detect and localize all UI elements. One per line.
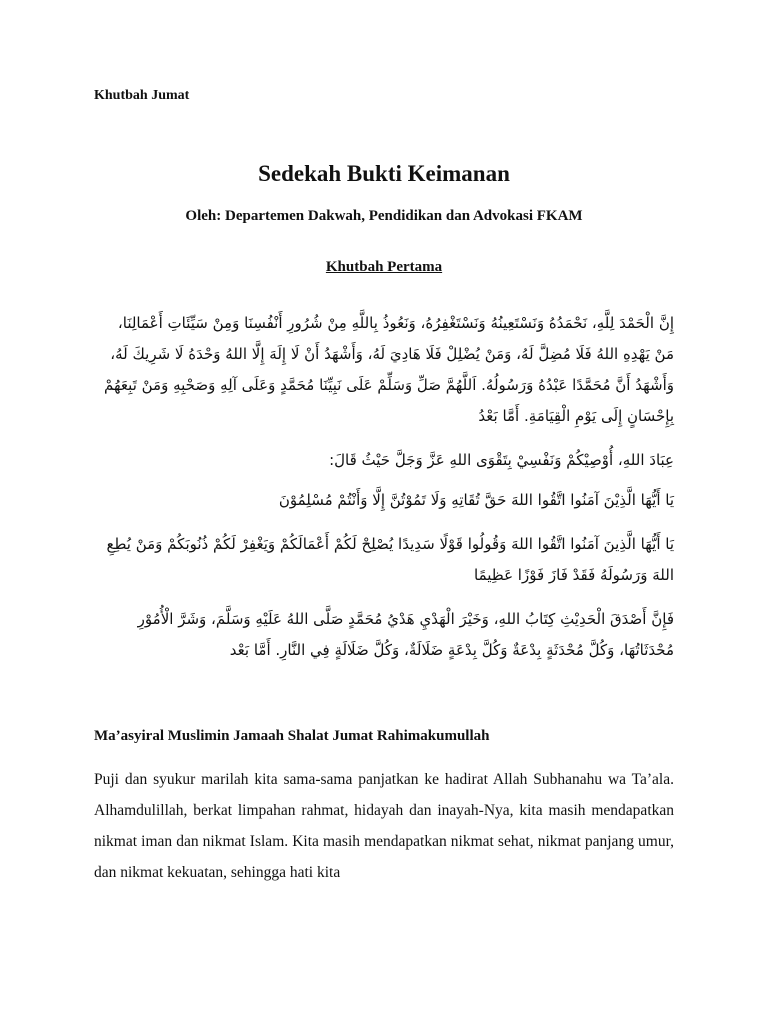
section-title: Khutbah Pertama <box>325 259 443 275</box>
document-title: Sedekah Bukti Keimanan <box>258 161 510 186</box>
arabic-ayat-1-text: يَا أَيُّهَا الَّذِيْنَ آمَنُوا اتَّقُوا اللهَ حَقَّ تُقَاتِهِ وَلَا تَمُوْتُنَّ إِلَّا وَأَنْتُمْ مُسْلِمُوْنَ <box>278 491 674 509</box>
arabic-ayat-2-text: يَا أَيُّهَا الَّذِينَ آمَنُوا اتَّقُوا اللهَ وَقُولُوا قَوْلًا سَدِيدًا يُصْلِحْ لَكُمْ أَعْمَالَكُمْ وَيَغْفِرْ لَكُمْ ذُنُوبَكُمْ وَمَنْ يُطِعِ اللهَ وَرَسُولَهُ فَقَدْ فَازَ فَوْزًا عَظِيمًا <box>106 535 674 584</box>
author-line: Oleh: Departemen Dakwah, Pendidikan dan Advokasi FKAM <box>185 208 583 224</box>
section-heading: Ma’asyiral Muslimin Jamaah Shalat Jumat Rahimakumullah <box>94 728 490 744</box>
arabic-wasiat-text: عِبَادَ اللهِ، أُوْصِيْكُمْ وَنَفْسِيْ بِتَقْوَى اللهِ عَزَّ وَجَلَّ حَيْثُ قَالَ: <box>329 451 674 469</box>
body-paragraph: Puji dan syukur marilah kita sama-sama panjatkan ke hadirat Allah Subhanahu wa Ta’ala. Alhamdulillah, berkat limpahan rahmat, hidayah dan inayah-Nya, kita masih mendapatkan nikmat iman dan nikmat Islam. Kita masih mendapatkan nikmat sehat, nikmat panjang umur, dan nikmat kekuatan, sehingga hati kita <box>94 771 674 881</box>
arabic-ayat-2 <box>94 529 674 591</box>
arabic-opening <box>94 308 674 432</box>
arabic-hadith-text: فَإِنَّ أَصْدَقَ الْحَدِيْثِ كِتَابُ اللهِ، وَخَيْرَ الْهَدْيِ هَدْيُ مُحَمَّدٍ صَلَّى اللهُ عَلَيْهِ وَسَلَّمَ، وَشَرَّ الْأُمُوْرِ مُحْدَثَاتُهَا، وَكُلَّ مُحْدَثَةٍ بِدْعَةٌ وَكُلَّ بِدْعَةٍ ضَلَالَةٌ، وَكُلَّ ضَلَالَةٍ فِي النَّارِ. أَمَّا بَعْد <box>137 610 674 659</box>
arabic-hadith <box>94 604 674 666</box>
document-header-label: Khutbah Jumat <box>94 88 190 103</box>
arabic-ayat-1 <box>94 485 674 516</box>
arabic-wasiat <box>94 445 674 476</box>
arabic-opening-text: إِنَّ الْحَمْدَ لِلَّهِ، نَحْمَدُهُ وَنَسْتَعِينُهُ وَنَسْتَغْفِرُهُ، وَنَعُوذُ بِاللَّهِ مِنْ شُرُورِ أَنْفُسِنَا وَمِنْ سَيِّئَاتِ أَعْمَالِنَا، مَنْ يَهْدِهِ اللهُ فَلَا مُضِلَّ لَهُ، وَمَنْ يُضْلِلْ فَلَا هَادِيَ لَهُ، وَأَشْهَدُ أَنْ لَا إِلَهَ إِلَّا اللهُ وَحْدَهُ لَا شَرِيكَ لَهُ، وَأَشْهَدُ أَنَّ مُحَمَّدًا عَبْدُهُ وَرَسُولُهُ. اَللَّهُمَّ صَلِّ وَسَلِّمْ عَلَى نَبِيِّنَا مُحَمَّدٍ وَعَلَى آلِهِ وَصَحْبِهِ وَمَنْ تَبِعَهُمْ بِإِحْسَانٍ إِلَى يَوْمِ الْقِيَامَةِ. أَمَّا بَعْدُ <box>104 314 674 425</box>
